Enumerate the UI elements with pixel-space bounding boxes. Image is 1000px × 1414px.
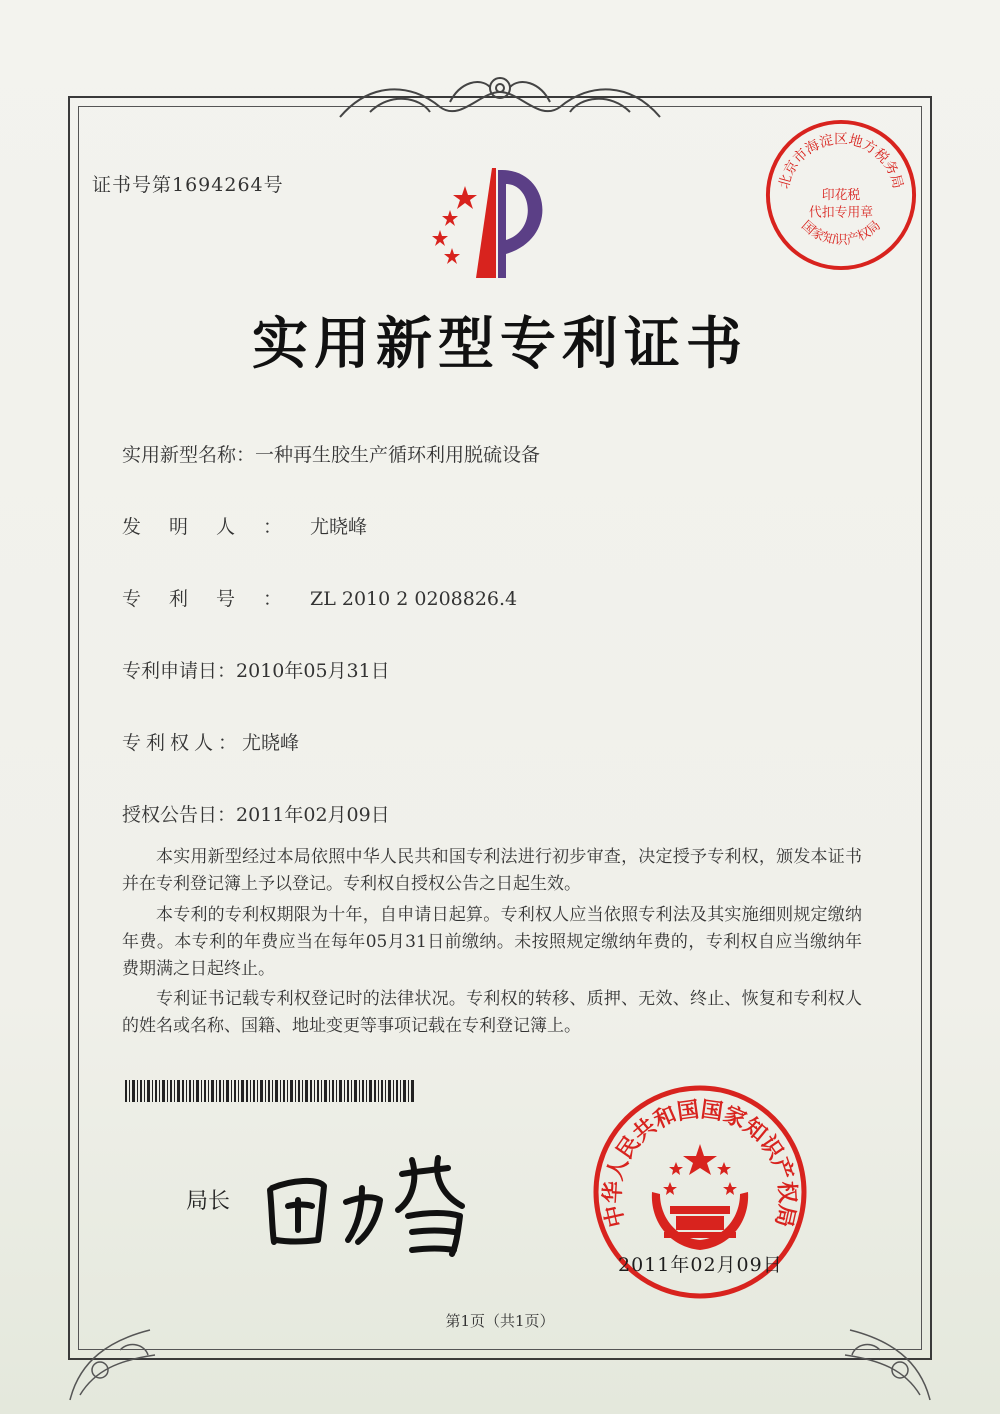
model-name-value: 一种再生胶生产循环利用脱硫设备: [255, 444, 541, 466]
tax-seal-icon: [762, 116, 920, 274]
svg-text:代扣专用章: 代扣专用章: [808, 205, 874, 221]
svg-text:北京市海淀区地方税务局: 北京市海淀区地方税务局: [776, 131, 906, 191]
director-label: 局长: [186, 1189, 231, 1214]
patent-office-logo-icon: [410, 158, 570, 288]
field-filing-date: [122, 656, 390, 683]
svg-text:印花税: 印花税: [821, 187, 861, 203]
director-signature-icon: [262, 1150, 472, 1260]
svg-text:中华人民共和国国家知识产权局: 中华人民共和国国家知识产权局: [600, 1097, 800, 1230]
field-inventor: [122, 512, 367, 539]
patentee-label: 专利权人：: [122, 732, 243, 754]
patent-number-label: 专利号：: [122, 588, 311, 610]
certificate-title: 实用新型专利证书: [252, 312, 748, 377]
barcode-icon: [125, 1080, 415, 1102]
model-name-label: 实用新型名称：: [122, 444, 256, 466]
inventor-value: 尤晓峰: [310, 516, 368, 538]
svg-text:国家知识产权局: 国家知识产权局: [798, 218, 884, 249]
grant-date-label: 授权公告日：: [122, 804, 237, 826]
filing-date-value: 2010年05月31日: [236, 660, 390, 682]
paragraph-2: 本专利的专利权期限为十年，自申请日起算。专利权人应当依照专利法及其实施细则规定缴纳年费。本专利的年费应当在每年05月31日前缴纳。未按照规定缴纳年费的，专利权自应当缴纳年费期满之日起终止。: [122, 905, 862, 979]
field-patent-number: [122, 584, 517, 611]
page-number-footer: 第1页（共1页）: [445, 1312, 555, 1330]
field-patentee: [122, 728, 299, 755]
filing-date-label: 专利申请日：: [122, 660, 237, 682]
paragraph-3: 专利证书记载专利权登记时的法律状况。专利权的转移、质押、无效、终止、恢复和专利权人的姓名或名称、国籍、地址变更等事项记载在专利登记簿上。: [122, 989, 862, 1036]
field-grant-date: [122, 800, 390, 827]
top-ornament-icon: [330, 62, 670, 132]
grant-date-value: 2011年02月09日: [236, 804, 390, 826]
certificate-number: 证书号第1694264号: [92, 174, 284, 196]
inventor-label: 发明人：: [122, 516, 311, 538]
seal-date: 2011年02月09日: [618, 1254, 783, 1276]
patent-number-value: ZL 2010 2 0208826.4: [310, 588, 518, 610]
field-model-name: [122, 440, 540, 467]
paragraph-1: 本实用新型经过本局依照中华人民共和国专利法进行初步审查，决定授予专利权，颁发本证书并在专利登记簿上予以登记。专利权自授权公告之日起生效。: [122, 847, 862, 894]
patentee-value: 尤晓峰: [242, 732, 300, 754]
